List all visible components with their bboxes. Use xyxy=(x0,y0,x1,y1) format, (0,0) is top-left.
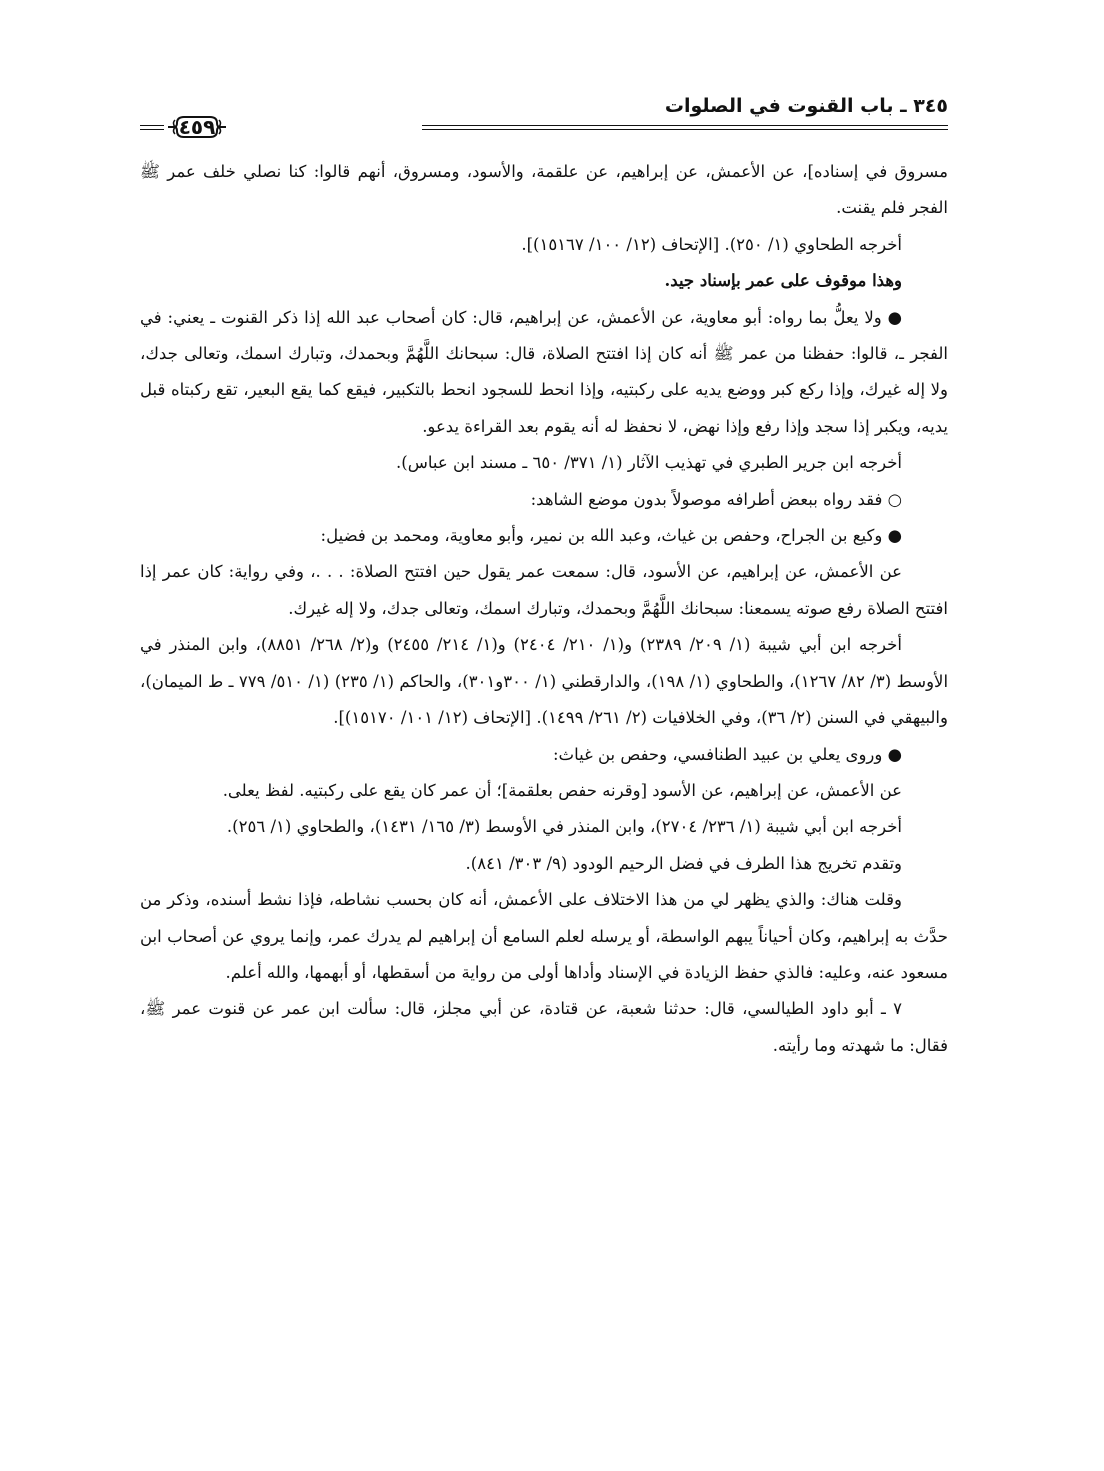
header-double-rule xyxy=(422,125,948,130)
paragraph-citation: أخرجه ابن جرير الطبري في تهذيب الآثار (١/ ٣٧١/ ٦٥٠ ـ مسند ابن عباس). xyxy=(396,453,902,473)
paragraph: عن الأعمش، عن إبراهيم، عن الأسود [وقرنه حفص بعلقمة]؛ أن عمر كان يقع على ركبتيه. لفظ يعلى. xyxy=(222,780,902,800)
page-header xyxy=(140,88,948,154)
header-double-rule-end xyxy=(140,125,164,130)
paragraph-citation: أخرجه ابن أبي شيبة (١/ ٢٠٩/ ٢٣٨٩) و(١/ ٢١٠/ ٢٤٠٤) و(١/ ٢١٤/ ٢٤٥٥) و(٢/ ٢٦٨/ ٨٨٥١)، وابن المنذر في الأوسط (٣/ ٨٢/ ١٢٦٧)، والطحاوي (١/ ١٩٨)، والدارقطني (١/ ٣٠٠و٣٠١)، والحاكم (١/ ٢٣٥) (١/ ٥١٠/ ٧٧٩ ـ ط الميمان)، والبيهقي في السنن (٢/ ٣٦)، وفي الخلافيات (٢/ ٢٦١/ ١٤٩٩). [الإتحاف (١٢/ ١٠١/ ١٥١٧٠)]. xyxy=(140,635,949,728)
paragraph: وتقدم تخريج هذا الطرف في فضل الرحيم الودود (٩/ ٣٠٣/ ٨٤١). xyxy=(465,853,902,873)
paragraph: ○ فقد رواه ببعض أطرافه موصولاً بدون موضع الشاهد: xyxy=(530,489,902,509)
paragraph: وقلت هناك: والذي يظهر لي من هذا الاختلاف على الأعمش، أنه كان بحسب نشاطه، فإذا نشط أسنده، وذكر من حدَّث به إبراهيم، وكان أحياناً يبهم الواسطة، أو يرسله لعلم السامع أن إبراهيم لم يدرك عمر، وإنما يروي عن أصحاب ابن مسعود عنه، وعليه: فالذي حفظ الزيادة في الإسناد وأداها أولى من رواية من أسقطها، أو أبهمها، والله أعلم. xyxy=(140,890,948,982)
paragraph-citation: أخرجه الطحاوي (١/ ٢٥٠). [الإتحاف (١٢/ ١٠٠/ ١٥١٦٧)]. xyxy=(521,234,902,254)
main-text xyxy=(140,154,948,1064)
paragraph: ● وكيع بن الجراح، وحفص بن غياث، وعبد الله بن نمير، وأبو معاوية، ومحمد بن فضيل: xyxy=(320,526,902,546)
paragraph: ٧ ـ أبو داود الطيالسي، قال: حدثنا شعبة، عن قتادة، عن أبي مجلز، قال: سألت ابن عمر عن قنوت عمر ﷺ، فقال: ما شهدته وما رأيته. xyxy=(140,999,948,1055)
page-number-badge xyxy=(166,110,228,144)
paragraph: ● وروى يعلي بن عبيد الطنافسي، وحفص بن غياث: xyxy=(552,744,902,764)
page-number: ٤٥٩ xyxy=(178,115,216,139)
book-page xyxy=(140,88,948,1388)
paragraph: مسروق في إسناده]، عن الأعمش، عن إبراهيم، عن علقمة، والأسود، ومسروق، أنهم قالوا: كنا نصلي خلف عمر ﷺ الفجر فلم يقنت. xyxy=(140,162,948,218)
paragraph: ● ولا يعلُّ بما رواه: أبو معاوية، عن الأعمش، عن إبراهيم، قال: كان أصحاب عبد الله إذا ذكر القنوت ـ يعني: في الفجر ـ، قالوا: حفظنا من عمر ﷺ أنه كان إذا افتتح الصلاة، قال: سبحانك اللَّهُمَّ وبحمدك، وتبارك اسمك، وتعالى جدك، ولا إله غيرك، وإذا ركع كبر ووضع يديه على ركبتيه، وإذا انحط للسجود انحط بالتكبير، فيقع كما يقع البعير، تقع ركبتاه قبل يديه، ويكبر إذا سجد وإذا رفع وإذا نهض، لا نحفظ له أنه يقوم بعد القراءة يدعو. xyxy=(140,307,948,436)
paragraph-citation: أخرجه ابن أبي شيبة (١/ ٢٣٦/ ٢٧٠٤)، وابن المنذر في الأوسط (٣/ ١٦٥/ ١٤٣١)، والطحاوي (١/ ٢٥٦). xyxy=(226,817,902,837)
paragraph-judgment: وهذا موقوف على عمر بإسناد جيد. xyxy=(664,271,902,291)
running-title: ٣٤٥ ـ باب القنوت في الصلوات xyxy=(664,95,948,117)
paragraph: عن الأعمش، عن إبراهيم، عن الأسود، قال: سمعت عمر يقول حين افتتح الصلاة: . . .، وفي رواية: كان عمر إذا افتتح الصلاة رفع صوته يسمعنا: سبحانك اللَّهُمَّ وبحمدك، وتبارك اسمك، وتعالى جدك، ولا إله غيرك. xyxy=(140,562,948,618)
